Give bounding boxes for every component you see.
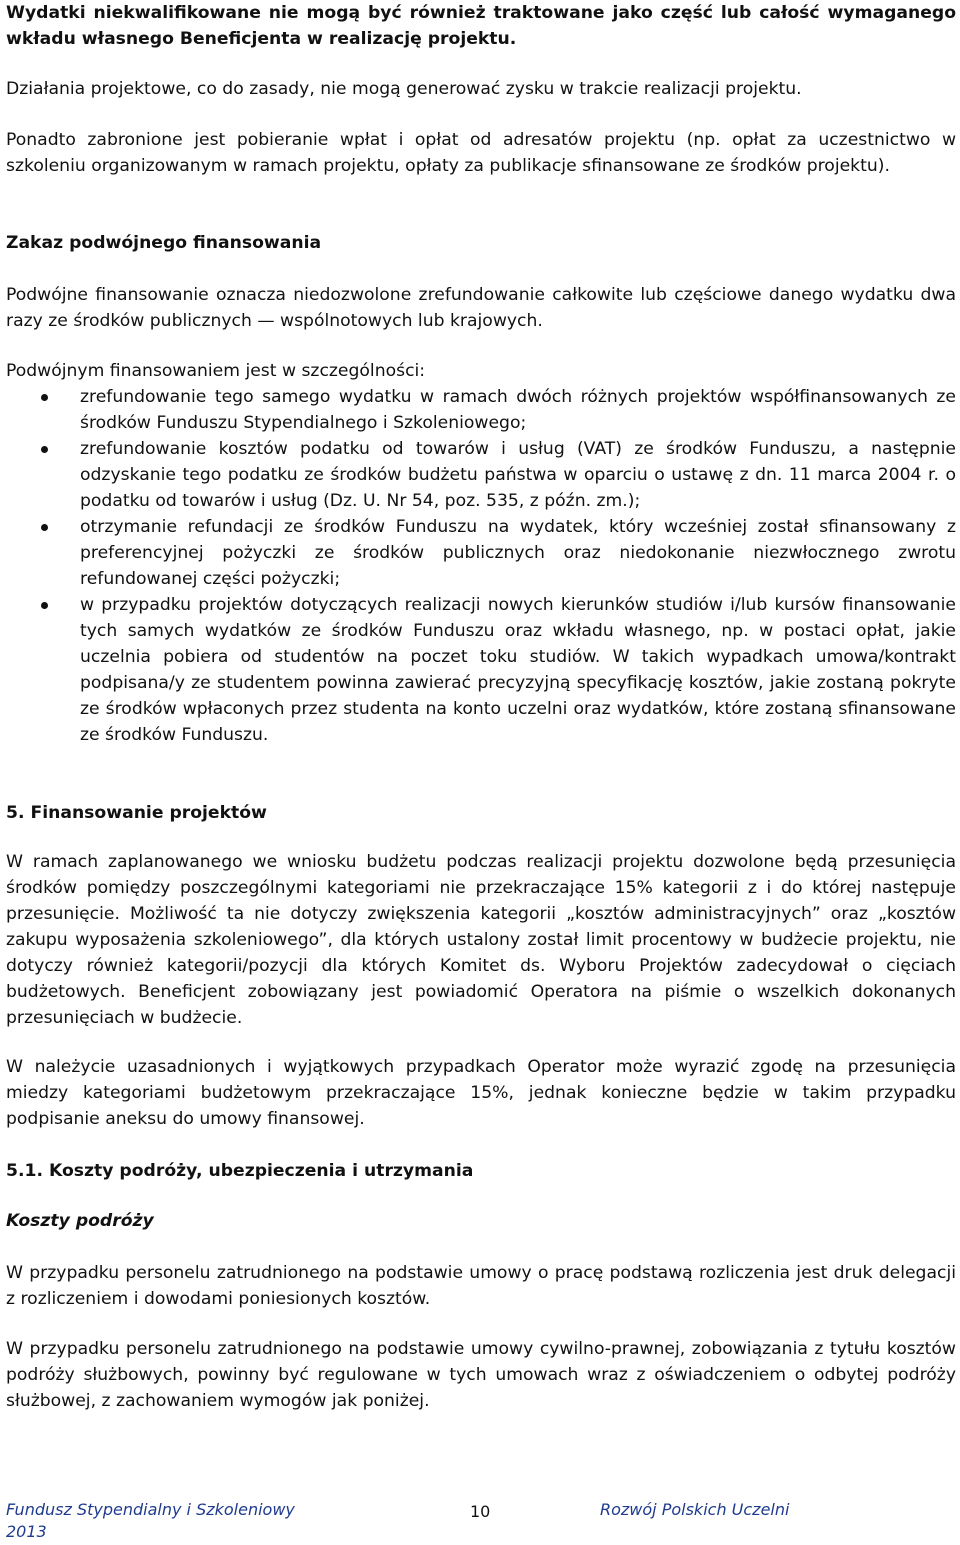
heading-finansowanie-projektow: 5. Finansowanie projektów bbox=[6, 803, 267, 823]
bullet-list bbox=[6, 384, 956, 748]
list-item: zrefundowanie kosztów podatku od towarów i usług (VAT) ze środków Funduszu, a następnie odzyskanie tego podatku ze środków budżetu państwa w oparciu o ustawę z dn. 11 marca 2004 r. o podatku od towarów i usług (Dz. U. Nr 54, poz. 535, z późn. zm.); bbox=[6, 436, 956, 514]
bullet-icon bbox=[41, 602, 48, 609]
paragraph-umowa-cywilno-prawna: W przypadku personelu zatrudnionego na podstawie umowy cywilno-prawnej, zobowiązania z tytułu kosztów podróży służbowych, powinny być regulowane w tych umowach wraz z oświadczeniem o odbytej podróży służbowej, z zachowaniem wymogów jak poniżej. bbox=[6, 1339, 956, 1411]
subheading-koszty-podrozy: Koszty podróży bbox=[6, 1211, 154, 1231]
paragraph-zgoda-operatora: W należycie uzasadnionych i wyjątkowych przypadkach Operator może wyrazić zgodę na przesunięcia miedzy kategoriami budżetowym przekraczające 15%, jednak konieczne będzie w takim przypadku podpisanie aneksu do umowy finansowej. bbox=[6, 1057, 956, 1129]
paragraph-umowa-o-prace: W przypadku personelu zatrudnionego na podstawie umowy o pracę podstawą rozliczenia jest druk delegacji z rozliczeniem i dowodami poniesionych kosztów. bbox=[6, 1263, 956, 1309]
paragraph-przesuniecia: W ramach zaplanowanego we wniosku budżetu podczas realizacji projektu dozwolone będą przesunięcia środków pomiędzy poszczególnymi kategoriami nie przekraczające 15% kategorii z i do której następuje przesunięcie. Możliwość ta nie dotyczy zwiększenia kategorii „kosztów administracyjnych” oraz „kosztów zakupu wyposażenia szkoleniowego”, dla których ustalony został limit procentowy w budżecie projektu, nie dotyczy również kategorii/pozycji dla których Komitet ds. Wyboru Projektów zadecydował o cięciach budżetowych. Beneficjent zobowiązany jest powiadomić Operatora na piśmie o wszelkich dokonanych przesunięciach w budżecie. bbox=[6, 852, 956, 1028]
page-footer bbox=[6, 1499, 956, 1545]
paragraph-zakaz-oplat: Ponadto zabronione jest pobieranie wpłat i opłat od adresatów projektu (np. opłat za uczestnictwo w szkoleniu organizowanym w ramach projektu, opłaty za publikacje sfinansowane ze środków projektu). bbox=[6, 130, 956, 176]
paragraph-w-szczegolnosci: Podwójnym finansowaniem jest w szczególności: bbox=[6, 361, 426, 381]
list-item: w przypadku projektów dotyczących realizacji nowych kierunków studiów i/lub kursów finansowanie tych samych wydatków ze środków Funduszu oraz wkładu własnego, np. w postaci opłat, jakie uczelnia pobiera od studentów na poczet toku studiów. W takich wypadkach umowa/kontrakt podpisana/y ze studentem powinna zawierać precyzyjną specyfikację kosztów, jakie zostaną pokryte ze środków wpłaconych przez studenta na konto uczelni oraz wydatków, które zostaną sfinansowane ze środków Funduszu. bbox=[6, 592, 956, 748]
paragraph-zysk: Działania projektowe, co do zasady, nie mogą generować zysku w trakcie realizacji projektu. bbox=[6, 79, 802, 99]
footer-fund-title: Fundusz Stypendialny i Szkoleniowy bbox=[6, 1500, 295, 1519]
bullet-icon bbox=[41, 524, 48, 531]
footer-year: 2013 bbox=[6, 1522, 47, 1541]
heading-koszty-podrozy-ubezpieczenia: 5.1. Koszty podróży, ubezpieczenia i utrzymania bbox=[6, 1161, 474, 1181]
footer-fund-name bbox=[6, 1499, 346, 1543]
heading-podwojne-finansowanie: Zakaz podwójnego finansowania bbox=[6, 233, 322, 253]
paragraph-niekwalifikowane: Wydatki niekwalifikowane nie mogą być również traktowane jako część lub całość wymaganego wkładu własnego Beneficjenta w realizację projektu. bbox=[6, 3, 956, 49]
list-item: zrefundowanie tego samego wydatku w ramach dwóch różnych projektów współfinansowanych ze środków Funduszu Stypendialnego i Szkoleniowego; bbox=[6, 384, 956, 436]
footer-program-name: Rozwój Polskich Uczelni bbox=[600, 1500, 790, 1519]
bullet-icon bbox=[41, 446, 48, 453]
list-item: otrzymanie refundacji ze środków Funduszu na wydatek, który wcześniej został sfinansowany z preferencyjnej pożyczki ze środków publicznych oraz niedokonanie niezwłocznego zwrotu refundowanej części pożyczki; bbox=[6, 514, 956, 592]
bullet-icon bbox=[41, 394, 48, 401]
page-number: 10 bbox=[470, 1502, 491, 1521]
paragraph-definicja: Podwójne finansowanie oznacza niedozwolone zrefundowanie całkowite lub częściowe danego wydatku dwa razy ze środków publicznych — wspólnotowych lub krajowych. bbox=[6, 285, 956, 331]
